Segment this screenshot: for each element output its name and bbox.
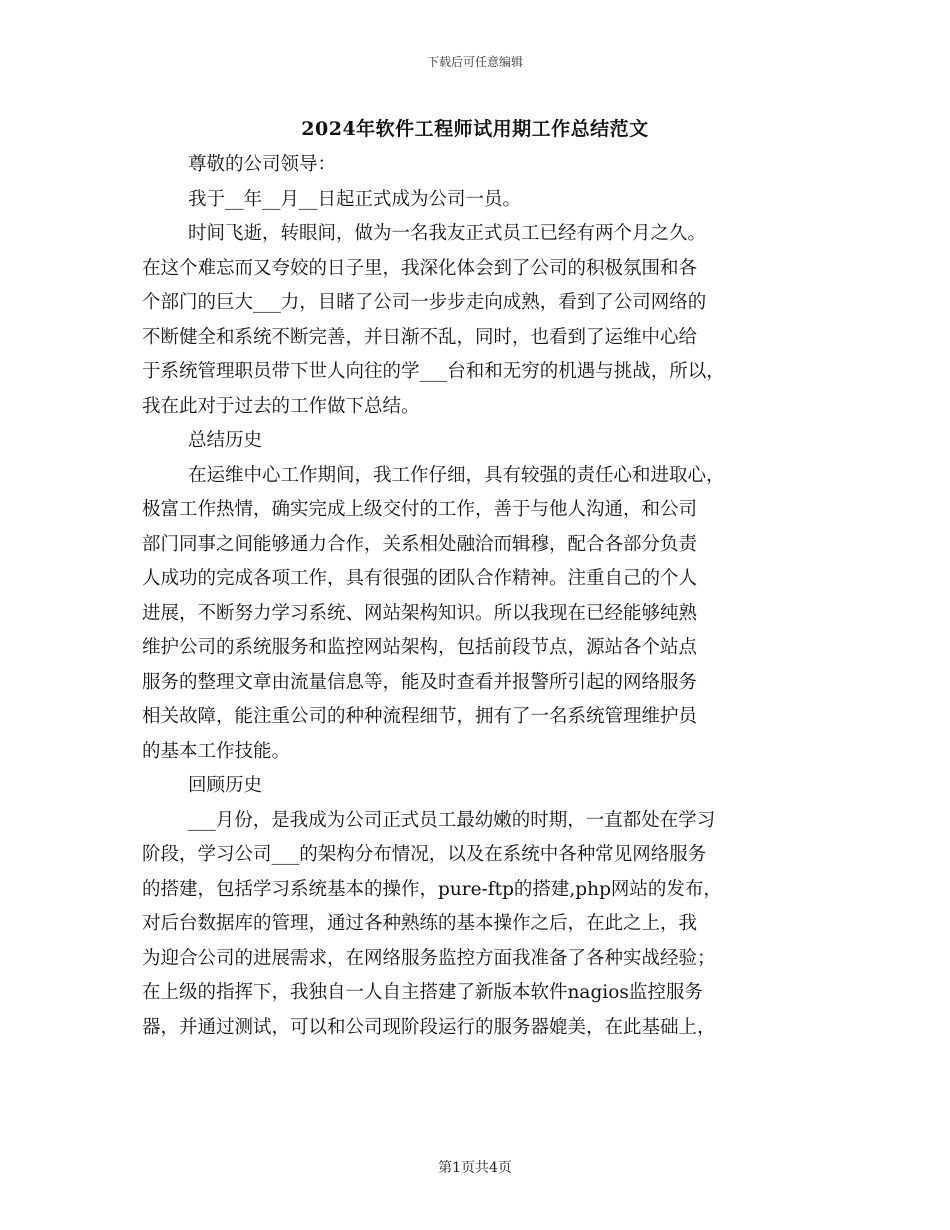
text-line: 回顾历史 [188, 775, 263, 796]
document-title: 2024年软件工程师试用期工作总结范文 [301, 118, 649, 140]
text-line: 为迎合公司的进展需求，在网络服务监控方面我准备了各种实战经验； [142, 947, 716, 969]
text-line: 部门同事之间能够通力合作，关系相处融洽而辑穆，配合各部分负责 [142, 533, 698, 555]
text-line: 阶段，学习公司___的架构分布情况，以及在系统中各种常见网络服务 [142, 844, 707, 865]
text-line: 在上级的指挥下，我独自一人自主搭建了新版本软件nagios监控服务 [142, 982, 703, 1003]
text-line: 时间飞逝，转眼间，做为一名我友正式员工已经有两个月之久。 [188, 223, 707, 244]
text-line: 器，并通过测试，可以和公司现阶段运行的服务器媲美，在此基础上， [142, 1016, 716, 1038]
text-line: 对后台数据库的管理，通过各种熟练的基本操作之后，在此之上，我 [142, 913, 698, 934]
text-line: 尊敬的公司领导： [188, 154, 337, 175]
text-line: 不断健全和系统不断完善，并日渐不乱，同时，也看到了运维中心给 [142, 326, 698, 348]
page-number: 第1页共4页 [438, 1160, 512, 1176]
text-line: 极富工作热情，确实完成上级交付的工作，善于与他人沟通，和公司 [142, 499, 698, 520]
text-line: 服务的整理文章由流量信息等，能及时查看并报警所引起的网络服务 [142, 671, 698, 693]
header-note: 下载后可任意编辑 [426, 55, 523, 69]
text-line: 的搭建，包括学习系统基本的操作，pure-ftp的搭建,php网站的发布， [142, 878, 722, 900]
text-line: 总结历史 [188, 430, 263, 451]
text-line: 相关故障，能注重公司的种种流程细节，拥有了一名系统管理维护员 [142, 706, 698, 727]
text-line: 在运维中心工作期间，我工作仔细，具有较强的责任心和进取心， [188, 464, 725, 486]
document-body [142, 148, 822, 1045]
text-line: 进展，不断努力学习系统、网站架构知识。所以我现在已经能够纯熟 [142, 602, 698, 624]
text-line: 个部门的巨大___力，目睹了公司一步步走向成熟，看到了公司网络的 [142, 292, 707, 313]
text-line: 在这个难忘而又夸姣的日子里，我深化体会到了公司的积极氛围和各 [142, 257, 698, 279]
text-line: 的基本工作技能。 [142, 740, 291, 762]
text-line: 于系统管理职员带下世人向往的学___台和和无穷的机遇与挑战，所以， [142, 361, 725, 382]
text-line: 维护公司的系统服务和监控网站架构，包括前段节点，源站各个站点 [142, 637, 698, 658]
text-line: 人成功的完成各项工作，具有很强的团队合作精神。注重自己的个人 [142, 568, 698, 589]
text-line: 我在此对于过去的工作做下总结。 [142, 395, 420, 417]
text-line: ___月份，是我成为公司正式员工最幼嫩的时期，一直都处在学习 [188, 809, 716, 831]
text-line: 我于__年__月__日起正式成为公司一员。 [188, 188, 522, 210]
